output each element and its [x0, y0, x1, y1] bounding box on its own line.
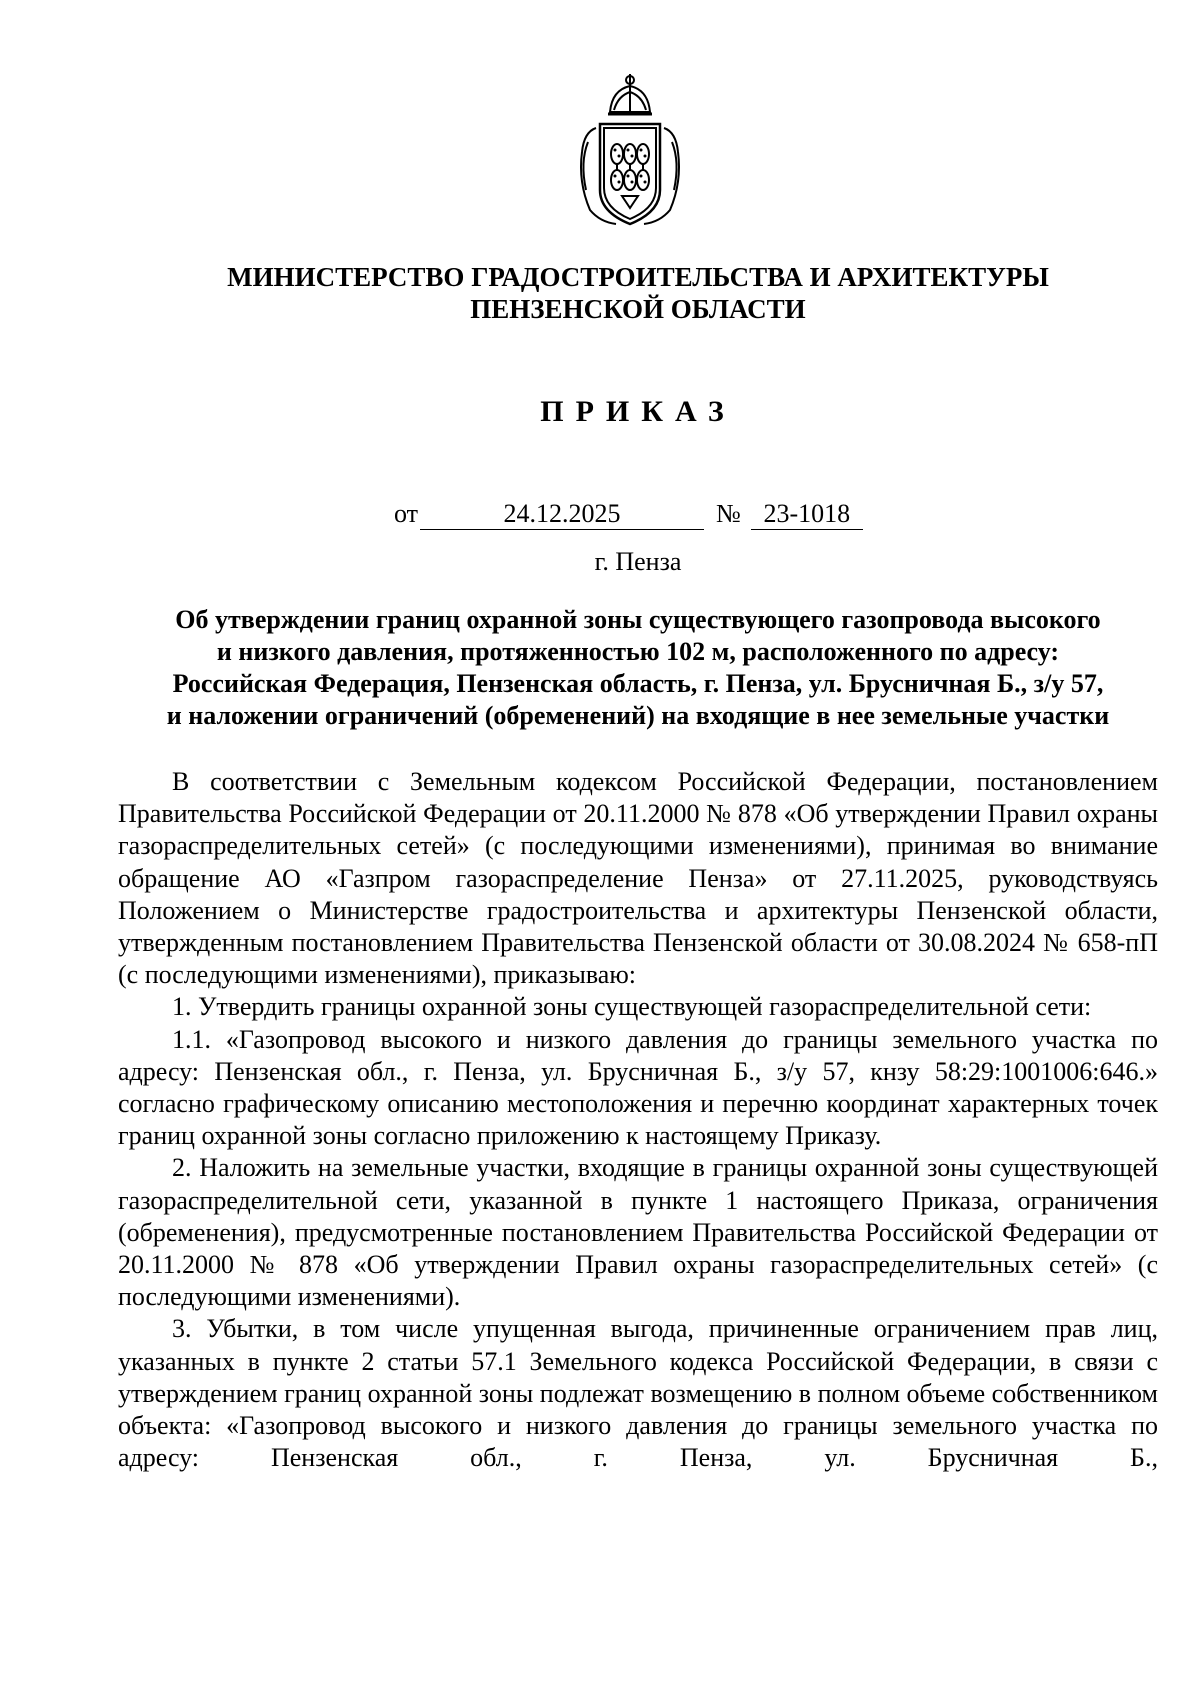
item-1-paragraph: 1. Утвердить границы охранной зоны существующей газораспределительной сети: — [172, 992, 1092, 1022]
item-3-paragraph: 3. Убытки, в том числе упущенная выгода, причиненные ограничением прав лиц, указанных в пункте 2 статьи 57.1 Земельного кодекса Российской Федерации, в связи с утверждением границ охранной зоны подлежат возмещению в полном объеме собственником объекта: «Газопровод высокого и низкого давления до границы земельного участка по адресу: Пензенская обл., г. Пенза, ул. Брусничная Б., — [118, 1314, 1158, 1473]
preamble-paragraph: В соответствии с Земельным кодексом Российской Федерации, постановлением Правительства Российской Федерации от 20.11.2000 № 878 «Об утверждении Правил охраны газораспределительных сетей» (с последующими изменениями), принимая во внимание обращение АО «Газпром газораспределение Пенза» от 27.11.2025, руководствуясь Положением о Министерстве градостроительства и архитектуры Пензенской области, утвержденным постановлением Правительства Пензенской области от 30.08.2024 № 658-пП (с последующими изменениями), приказываю: — [118, 767, 1158, 990]
subject-line-4: и наложении ограничений (обременений) на входящие в нее земельные участки — [166, 701, 1110, 730]
date-label: от — [394, 499, 419, 528]
order-date: 24.12.2025 — [420, 499, 704, 530]
order-subject — [118, 604, 1158, 732]
subject-line-1: Об утверждении границ охранной зоны существующего газопровода высокого — [175, 605, 1101, 634]
subject-line-2: и низкого давления, протяженностью 102 м, расположенного по адресу: — [216, 637, 1060, 666]
ministry-line-2: ПЕНЗЕНСКОЙ ОБЛАСТИ — [470, 294, 806, 324]
number-label: № — [716, 499, 741, 528]
order-date-number — [394, 497, 863, 531]
ministry-line-1: МИНИСТЕРСТВО ГРАДОСТРОИТЕЛЬСТВА И АРХИТЕКТУРЫ — [227, 262, 1049, 292]
order-body — [118, 766, 1158, 1474]
order-title: ПРИКАЗ — [540, 395, 736, 428]
subject-line-3: Российская Федерация, Пензенская область, г. Пенза, ул. Брусничная Б., з/у 57, — [172, 669, 1104, 698]
item-2-paragraph: 2. Наложить на земельные участки, входящие в границы охранной зоны существующей газораспределительной сети, указанной в пункте 1 настоящего Приказа, ограничения (обременения), предусмотренные постановлением Правительства Российской Федерации от 20.11.2000 № 878 «Об утверждении Правил охраны газораспределительных сетей» (с последующими изменениями). — [118, 1153, 1158, 1312]
order-city: г. Пенза — [594, 547, 682, 576]
coat-of-arms-icon — [570, 72, 690, 232]
item-1-1-paragraph: 1.1. «Газопровод высокого и низкого давления до границы земельного участка по адресу: Пензенская обл., г. Пенза, ул. Брусничная Б., з/у 57, кнзу 58:29:1001006:646.» согласно графическому описанию местоположения и перечню координат характерных точек границ охранной зоны согласно приложению к настоящему Приказу. — [118, 1024, 1158, 1151]
ministry-heading — [0, 261, 1200, 325]
order-number: 23-1018 — [751, 499, 863, 530]
